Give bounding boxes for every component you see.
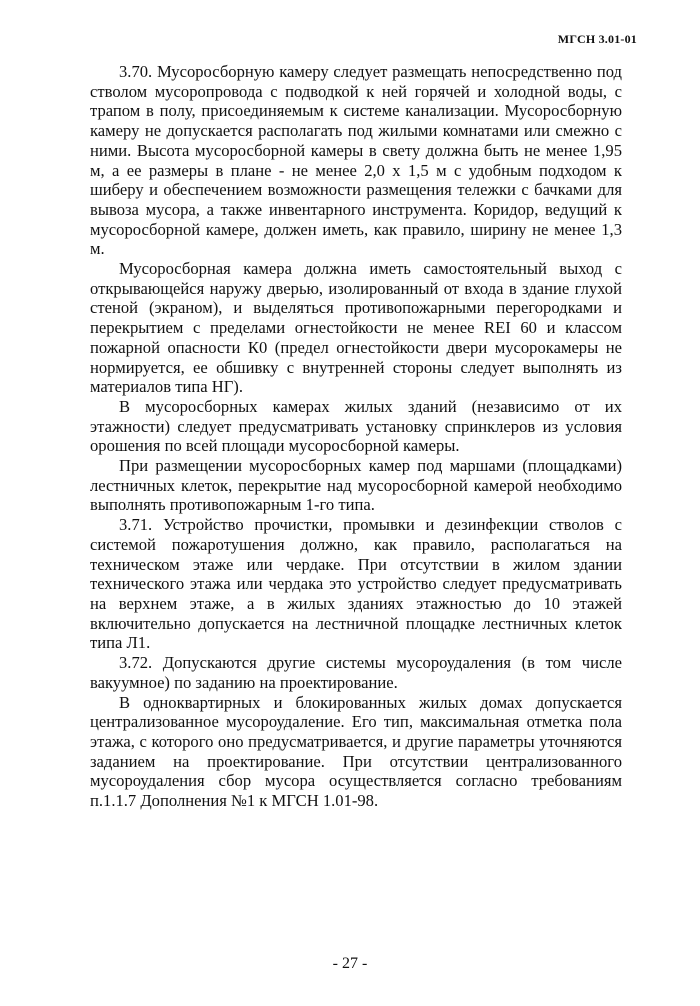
document-code: МГСН 3.01-01 [557, 32, 637, 46]
paragraph-stair-placement: При размещении мусоросборных камер под маршами (площадками) лестничных клеток, перекрытие над мусоросборной камерой необходимо выполнять противопожарным 1-го типа. [90, 456, 622, 515]
paragraph-single-family: В одноквартирных и блокированных жилых домах допускается централизованное мусороудаление. Его тип, максимальная отметка пола этажа, с которого оно предусматривается, и другие параметры уточняются заданием на проектирование. При отсутствии централизованного мусороудаления сбор мусора осуществляется согласно требованиям п.1.1.7 Дополнения №1 к МГСН 1.01-98. [90, 692, 622, 811]
paragraph-3-72: 3.72. Допускаются другие системы мусороудаления (в том числе вакуумное) по заданию на проектирование. [90, 653, 622, 692]
paragraph-3-71: 3.71. Устройство прочистки, промывки и дезинфекции стволов с системой пожаротушения должно, как правило, располагаться на техническом этаже или чердаке. При отсутствии в жилом здании технического этажа или чердака это устройство следует предусматривать на верхнем этаже, а в жилых зданиях этажностью до 10 этажей включительно допускается на лестничной площадке лестничных клеток типа Л1. [90, 515, 622, 653]
paragraph-separate-exit: Мусоросборная камера должна иметь самостоятельный выход с открывающейся наружу дверью, изолированный от входа в здание глухой стеной (экраном), и выделяться противопожарными перегородками и перекрытием с пределами огнестойкости не менее REI 60 и классом пожарной опасности К0 (предел огнестойкости двери мусорокамеры не нормируется, ее обшивку с внутренней стороны следует выполнять из материалов типа НГ). [90, 259, 622, 397]
paragraph-3-70: 3.70. Мусоросборную камеру следует размещать непосредственно под стволом мусоропровода с подводкой к ней горячей и холодной воды, с трапом в полу, присоединяемым к системе канализации. Мусоросборную камеру не допускается располагать под жилыми комнатами или смежно с ними. Высота мусоросборной камеры в свету должна быть не менее 1,95 м, а ее размеры в плане - не менее 2,0 х 1,5 м с удобным подходом к шиберу и обеспечением возможности размещения тележки с бачками для вывоза мусора, а также инвентарного инструмента. Коридор, ведущий к мусоросборной камере, должен иметь, как правило, ширину не менее 1,3 м. [90, 62, 622, 259]
page-number: - 27 - [332, 955, 368, 972]
paragraph-sprinklers: В мусоросборных камерах жилых зданий (независимо от их этажности) следует предусматривать установку спринклеров из условия орошения по всей площади мусоросборной камеры. [90, 396, 622, 456]
body-text [90, 62, 622, 811]
